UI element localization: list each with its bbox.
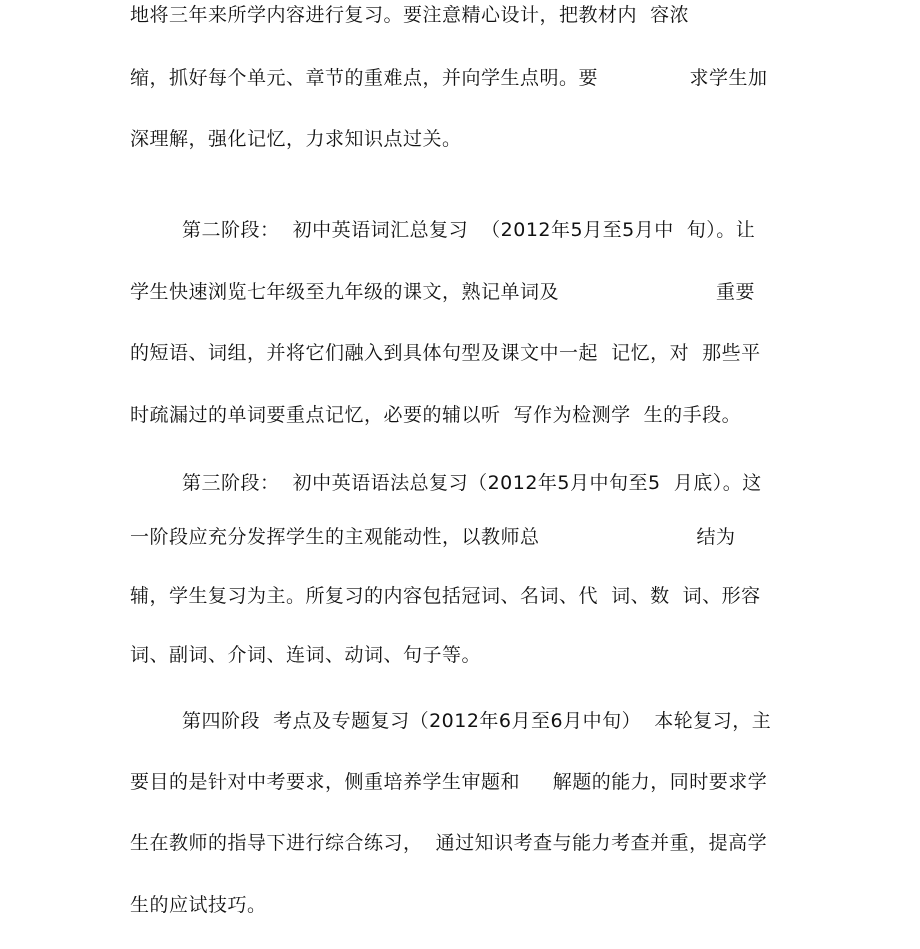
text-line-12: 第四阶段 考点及专题复习（2012年6月至6月中旬） 本轮复习，主 (182, 710, 772, 732)
text-line-14: 生在教师的指导下进行综合练习， 通过知识考查与能力考查并重，提高学 (130, 832, 768, 854)
text-line-6: 的短语、词组，并将它们融入到具体句型及课文中一起 记忆，对 那些平 (130, 342, 761, 364)
text-line-15: 生的应试技巧。 (130, 894, 267, 916)
text-line-13: 要目的是针对中考要求，侧重培养学生审题和 解题的能力，同时要求学 (130, 771, 768, 793)
text-line-10: 辅，学生复习为主。所复习的内容包括冠词、名词、代 词、数 词、形容 (130, 585, 761, 607)
text-line-2: 缩，抓好每个单元、章节的重难点，并向学生点明。要 求学生加 (130, 67, 768, 89)
text-line-1: 地将三年来所学内容进行复习。要注意精心设计，把教材内 容浓 (130, 4, 690, 26)
text-line-4: 第二阶段： 初中英语词汇总复习 （2012年5月至5月中 旬）。让 (182, 219, 756, 241)
text-line-5: 学生快速浏览七年级至九年级的课文，熟记单词及 重要 (130, 281, 755, 303)
text-line-9: 一阶段应充分发挥学生的主观能动性，以教师总 结为 (130, 526, 736, 548)
text-line-11: 词、副词、介词、连词、动词、句子等。 (130, 644, 482, 666)
text-line-7: 时疏漏过的单词要重点记忆，必要的辅以听 写作为检测学 生的手段。 (130, 404, 742, 426)
text-line-3: 深理解，强化记忆，力求知识点过关。 (130, 128, 462, 150)
text-line-8: 第三阶段： 初中英语语法总复习（2012年5月中旬至5 月底）。这 (182, 472, 762, 494)
